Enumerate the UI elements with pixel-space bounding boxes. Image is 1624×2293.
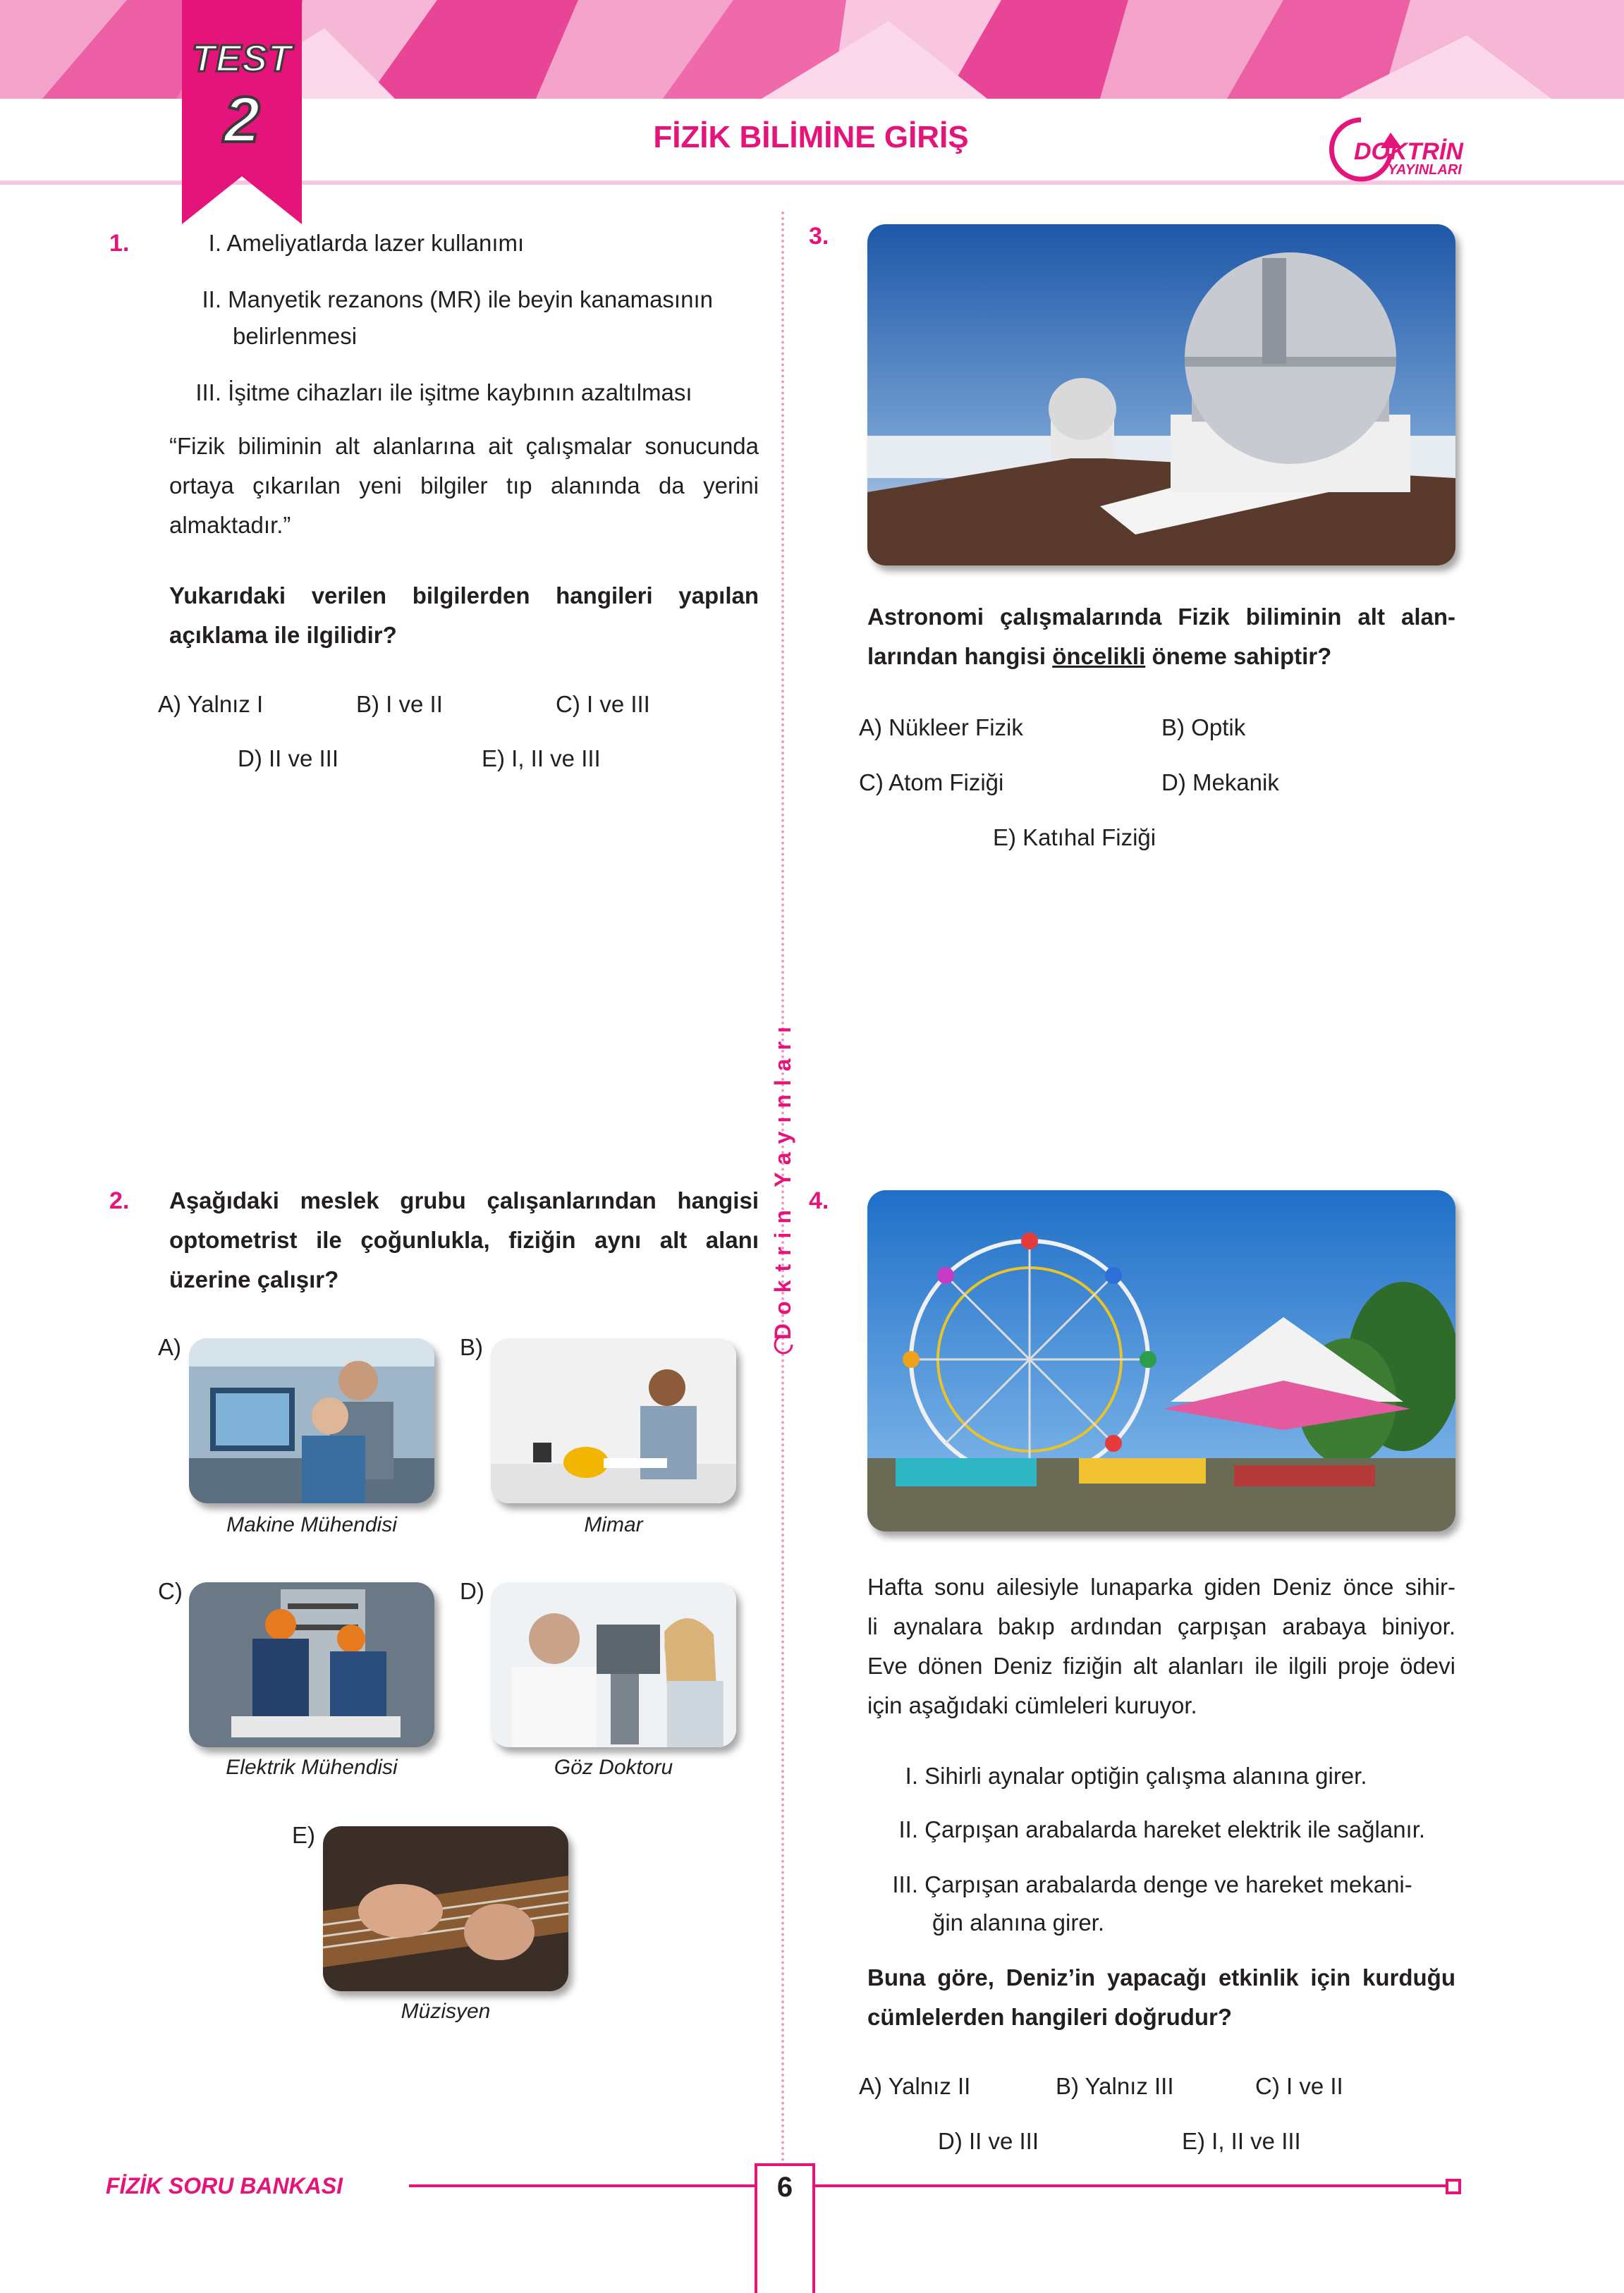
q3-option-d[interactable]: D) Mekanik bbox=[1161, 769, 1279, 795]
q3-option-a[interactable]: A) Nükleer Fizik bbox=[859, 714, 1023, 740]
q2-choice-c-letter[interactable]: C) bbox=[158, 1578, 183, 1604]
amusement-park-photo bbox=[867, 1190, 1455, 1531]
side-brand-text: Doktrin Yayınları bbox=[770, 1018, 795, 1340]
q2-question-line-3: üzerine çalışır? bbox=[169, 1266, 339, 1292]
q4-number: 4. bbox=[809, 1187, 829, 1214]
q2-choice-b-caption: Mimar bbox=[584, 1513, 643, 1536]
q3-question-line-2-pre: larından hangisi bbox=[867, 643, 1053, 669]
q4-paragraph-line-4: için aşağıdaki cümleleri kuruyor. bbox=[867, 1692, 1197, 1718]
q3-question-line-2 bbox=[867, 636, 1455, 676]
q4-item-3-num: III. bbox=[892, 1871, 918, 1897]
q4-item-2-num: II. bbox=[898, 1816, 918, 1842]
q2-choice-e-photo[interactable] bbox=[323, 1826, 568, 1991]
q1-option-d[interactable]: D) II ve III bbox=[238, 745, 339, 771]
q3-question-line-2-post: öneme sahiptir? bbox=[1145, 643, 1332, 669]
q1-option-c[interactable]: C) I ve III bbox=[556, 691, 650, 717]
q2-choice-c-photo[interactable] bbox=[189, 1582, 434, 1747]
q1-item-3 bbox=[190, 372, 692, 412]
q4-item-3 bbox=[883, 1864, 1412, 1904]
q3-question-line-1: Astronomi çalışmalarında Fizik biliminin alt alan- bbox=[867, 604, 1455, 630]
q1-quote-line-1: “Fizik biliminin alt alanlarına ait çalışmalar sonucunda bbox=[169, 433, 759, 459]
side-brand bbox=[760, 1018, 802, 1354]
q4-question-line-1: Buna göre, Deniz’in yapacağı etkinlik için kurduğu bbox=[867, 1964, 1455, 1991]
q1-item-2-num: II. bbox=[202, 286, 221, 312]
q2-choice-d-caption: Göz Doktoru bbox=[554, 1756, 673, 1779]
q1-item-1 bbox=[190, 223, 524, 263]
q4-item-1 bbox=[883, 1756, 1367, 1796]
q1-item-2-cont: belirlenmesi bbox=[233, 323, 358, 349]
footer-line bbox=[409, 2184, 1453, 2187]
q2-question-line-1: Aşağıdaki meslek grubu çalışanlarından hangisi bbox=[169, 1187, 759, 1213]
q2-choice-d-photo[interactable] bbox=[491, 1582, 736, 1747]
q4-option-c[interactable]: C) I ve II bbox=[1255, 2073, 1343, 2099]
q1-quote-line-3: almaktadır.” bbox=[169, 512, 291, 538]
q1-item-2-text: Manyetik rezanons (MR) ile beyin kanamasının bbox=[228, 286, 713, 312]
logo-text-main: DOKTRİN bbox=[1354, 138, 1463, 165]
q4-item-3-cont: ğin alanına girer. bbox=[932, 1909, 1105, 1936]
q4-option-e[interactable]: E) I, II ve III bbox=[1182, 2128, 1301, 2154]
q3-number: 3. bbox=[809, 223, 829, 250]
q2-choice-a-photo[interactable] bbox=[189, 1338, 434, 1503]
q2-question-line-2: optometrist ile çoğunlukla, fiziğin aynı alt alanı bbox=[169, 1227, 759, 1253]
q4-item-1-num: I. bbox=[905, 1763, 918, 1789]
q4-paragraph-line-2: li aynalara bakıp ardından çarpışan arabaya biniyor. bbox=[867, 1613, 1455, 1639]
q2-choice-d-letter[interactable]: D) bbox=[460, 1578, 484, 1604]
q4-option-d[interactable]: D) II ve III bbox=[938, 2128, 1039, 2154]
q1-question-line-1: Yukarıdaki verilen bilgilerden hangileri yapılan bbox=[169, 582, 759, 609]
q4-item-2 bbox=[883, 1809, 1425, 1849]
q1-item-2 bbox=[190, 279, 713, 319]
page-title: FİZİK BİLİMİNE GİRİŞ bbox=[653, 120, 969, 154]
page-number: 6 bbox=[776, 2172, 793, 2203]
q3-option-c[interactable]: C) Atom Fiziği bbox=[859, 769, 1004, 795]
q1-option-e[interactable]: E) I, II ve III bbox=[482, 745, 601, 771]
side-brand-logo-icon bbox=[773, 1334, 794, 1355]
q1-item-3-num: III. bbox=[195, 379, 221, 405]
test-label: TEST bbox=[191, 37, 292, 80]
q3-question-underlined: öncelikli bbox=[1052, 643, 1146, 669]
q2-choice-b-photo[interactable] bbox=[491, 1338, 736, 1503]
q2-choice-c-caption: Elektrik Mühendisi bbox=[226, 1756, 398, 1779]
q3-option-e[interactable]: E) Katıhal Fiziği bbox=[993, 824, 1156, 850]
q2-choice-a-letter[interactable]: A) bbox=[158, 1334, 181, 1360]
q2-choice-b-letter[interactable]: B) bbox=[460, 1334, 483, 1360]
q2-choice-a-caption: Makine Mühendisi bbox=[226, 1513, 397, 1536]
q4-item-1-text: Sihirli aynalar optiğin çalışma alanına girer. bbox=[924, 1763, 1367, 1789]
q2-choice-e-caption: Müzisyen bbox=[401, 2000, 491, 2023]
q1-item-1-text: Ameliyatlarda lazer kullanımı bbox=[226, 230, 525, 256]
q1-quote-line-2: ortaya çıkarılan yeni bilgiler tıp alanında da yerini bbox=[169, 472, 759, 499]
q4-paragraph-line-1: Hafta sonu ailesiyle lunaparka giden Deniz önce sihir- bbox=[867, 1574, 1455, 1600]
q3-option-b[interactable]: B) Optik bbox=[1161, 714, 1246, 740]
q4-question-line-2: cümlelerden hangileri doğrudur? bbox=[867, 2004, 1233, 2030]
q4-option-b[interactable]: B) Yalnız III bbox=[1056, 2073, 1174, 2099]
q2-number: 2. bbox=[109, 1187, 130, 1214]
q4-option-a[interactable]: A) Yalnız II bbox=[859, 2073, 971, 2099]
logo-text-sub: YAYINLARI bbox=[1388, 162, 1462, 178]
q1-item-3-text: İşitme cihazları ile işitme kaybının azaltılması bbox=[228, 379, 692, 405]
q4-item-3-text: Çarpışan arabalarda denge ve hareket mekani- bbox=[924, 1871, 1412, 1897]
q1-question-line-2: açıklama ile ilgilidir? bbox=[169, 622, 397, 648]
q1-number: 1. bbox=[109, 230, 130, 257]
q4-item-2-text: Çarpışan arabalarda hareket elektrik ile sağlanır. bbox=[924, 1816, 1426, 1842]
q4-paragraph-line-3: Eve dönen Deniz fiziğin alt alanları ile ilgili proje ödevi bbox=[867, 1653, 1455, 1679]
observatory-photo bbox=[867, 224, 1455, 565]
q1-item-1-num: I. bbox=[208, 230, 221, 256]
test-number: 2 bbox=[224, 84, 260, 156]
footer-line-end bbox=[1446, 2179, 1461, 2194]
q1-option-b[interactable]: B) I ve II bbox=[356, 691, 443, 717]
q2-choice-e-letter[interactable]: E) bbox=[292, 1822, 315, 1848]
q1-option-a[interactable]: A) Yalnız I bbox=[158, 691, 264, 717]
footer-book-title: FİZİK SORU BANKASI bbox=[106, 2173, 343, 2199]
